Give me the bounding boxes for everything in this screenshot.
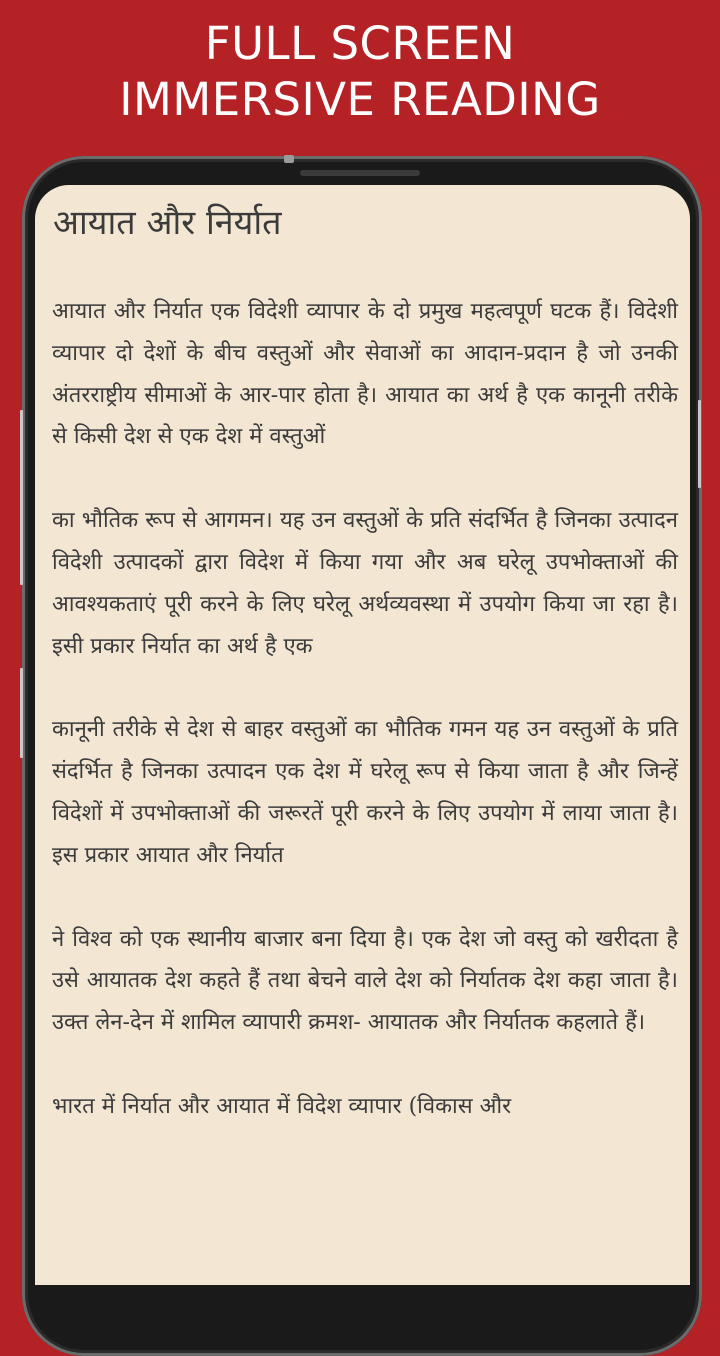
- article-paragraph: का भौतिक रूप से आगमन। यह उन वस्तुओं के प्रति संदर्भित है जिनका उत्पादन विदेशी उत्पादकों द्वारा विदेश में किया गया और अब घरेलू उपभोक्ताओं की आवश्यकताएं पूरी करने के लिए घरेलू अर्थव्यवस्था में उपयोग किया जा रहा है। इसी प्रकार निर्यात का अर्थ है एक: [52, 508, 678, 659]
- article-body[interactable]: [52, 291, 678, 1170]
- article-paragraph: ने विश्व को एक स्थानीय बाजार बना दिया है। एक देश जो वस्तु को खरीदता है उसे आयातक देश कहते हैं तथा बेचने वाले देश को निर्यातक देश कहा जाता है। उक्त लेन-देन में शामिल व्यापारी क्रमश- आयातक और निर्यातक कहलाते हैं।: [52, 926, 678, 1036]
- article-paragraph: भारत में निर्यात और आयात में विदेश व्यापार (विकास और: [52, 1093, 512, 1119]
- promo-banner: [0, 16, 720, 128]
- phone-top-notch: [284, 155, 294, 163]
- banner-line-2: IMMERSIVE READING: [119, 73, 601, 126]
- banner-line-1: FULL SCREEN: [204, 17, 516, 70]
- article-paragraph: आयात और निर्यात एक विदेशी व्यापार के दो प्रमुख महत्वपूर्ण घटक हैं। विदेशी व्यापार दो देशों के बीच वस्तुओं और सेवाओं का आदान-प्रदान है जो उनकी अंतरराष्ट्रीय सीमाओं के आर-पार होता है। आयात का अर्थ है एक कानूनी तरीके से किसी देश से एक देश में वस्तुओं: [52, 299, 678, 450]
- phone-side-button: [20, 668, 23, 758]
- article-title: आयात और निर्यात: [53, 203, 282, 243]
- phone-side-button: [20, 410, 23, 585]
- phone-speaker: [300, 170, 420, 176]
- article-paragraph: कानूनी तरीके से देश से बाहर वस्तुओं का भौतिक गमन यह उन वस्तुओं के प्रति संदर्भित है जिनका उत्पादन एक देश में घरेलू रूप से किया जाता है और जिन्हें विदेशों में उपभोक्ताओं की जरूरतें पूरी करने के लिए उपयोग में लाया जाता है। इस प्रकार आयात और निर्यात: [52, 717, 678, 868]
- reader-screen[interactable]: [35, 185, 690, 1285]
- phone-side-button: [698, 400, 701, 488]
